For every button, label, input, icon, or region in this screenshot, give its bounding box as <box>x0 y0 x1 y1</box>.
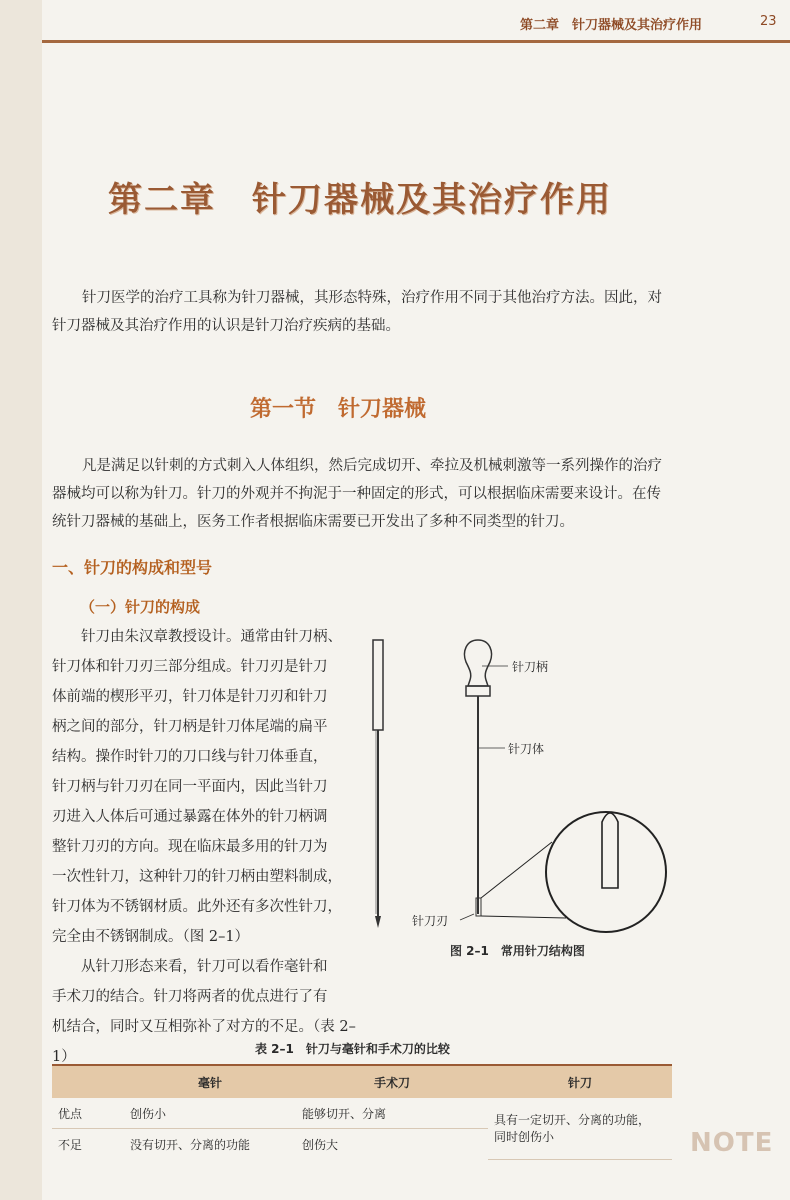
table-header-cell: 毫针 <box>124 1065 296 1098</box>
table-cell-needle-knife <box>488 1098 672 1159</box>
running-head: 第二章 针刀器械及其治疗作用 <box>520 18 703 33</box>
table-row-label: 不足 <box>58 1137 83 1152</box>
body-line: 柄之间的部分，针刀柄是针刀体尾端的扁平 <box>52 719 328 735</box>
body-line: 从针刀形态来看，针刀可以看作毫针和 <box>52 959 328 975</box>
table-header-row <box>52 1065 672 1098</box>
table-cell-line: 具有一定切开、分离的功能， <box>494 1113 651 1128</box>
section-title: 第一节 针刀器械 <box>250 397 427 422</box>
body-line: 刃进入人体后可通过暴露在体外的针刀柄调 <box>52 809 328 825</box>
left-margin-band <box>0 0 42 1200</box>
chapter-title: 第二章 针刀器械及其治疗作用 <box>108 180 612 220</box>
table-row-label: 优点 <box>52 1098 124 1129</box>
page-number: 23 <box>760 14 777 29</box>
body-line: 针刀柄与针刀刃在同一平面内，因此当针刀 <box>52 779 328 795</box>
section-paragraph: 凡是满足以针刺的方式刺入人体组织，然后完成切开、牵拉及机械刺激等一系列操作的治疗器械均可以称为针刀。针刀的外观并不拘泥于一种固定的形式，可以根据临床需要来设计。在传统针刀器械的基础上，医务工作者根据临床需要已开发出了多种不同类型的针刀。 <box>52 458 662 530</box>
body-line: 整针刀刃的方向。现在临床最多用的针刀为 <box>52 839 328 855</box>
body-line: 针刀由朱汉章教授设计。通常由针刀柄、 <box>52 629 342 645</box>
table-cell: 没有切开、分离的功能 <box>130 1137 251 1152</box>
table-cell-line: 同时创伤小 <box>494 1130 555 1145</box>
body-line: 一次性针刀，这种针刀的针刀柄由塑料制成， <box>52 869 342 885</box>
header-rule <box>42 40 790 43</box>
note-watermark: NOTE <box>690 1128 774 1158</box>
table-cell: 创伤小 <box>124 1098 296 1129</box>
label-handle: 针刀柄 <box>512 660 549 674</box>
body-line: 针刀体为不锈钢材质。此外还有多次性针刀， <box>52 899 342 915</box>
table-header-cell <box>52 1065 124 1098</box>
page-header <box>0 0 790 44</box>
table-row <box>52 1098 672 1129</box>
table-cell: 能够切开、分离 <box>296 1098 488 1129</box>
body-text <box>52 622 362 1072</box>
blade-magnifier <box>481 812 666 932</box>
body-line: 体前端的楔形平刃，针刀体是针刀刃和针刀 <box>52 689 328 705</box>
intro-paragraph: 针刀医学的治疗工具称为针刀器械，其形态特殊，治疗作用不同于其他治疗方法。因此，对针刀器械及其治疗作用的认识是针刀治疗疾病的基础。 <box>52 290 662 334</box>
heading-composition-and-model: 一、针刀的构成和型号 <box>52 558 213 577</box>
body-line: 机结合，同时又互相弥补了对方的不足。（表 2–1） <box>52 1019 356 1065</box>
table-title: 表 2–1 针刀与毫针和手术刀的比较 <box>255 1042 450 1056</box>
table-header-cell: 针刀 <box>488 1065 672 1098</box>
disposable-needle-knife-drawing <box>373 640 383 928</box>
table-cell: 创伤大 <box>302 1137 339 1152</box>
figure-needle-knife <box>370 636 670 958</box>
comparison-table <box>52 1064 672 1160</box>
body-line: 手术刀的结合。针刀将两者的优点进行了有 <box>52 989 328 1005</box>
label-blade: 针刀刃 <box>412 914 449 928</box>
body-line: 完全由不锈钢制成。（图 2–1） <box>52 929 250 945</box>
body-line: 针刀体和针刀刃三部分组成。针刀刃是针刀 <box>52 659 328 675</box>
handle-needle-knife-drawing <box>465 640 492 916</box>
table-header-cell: 手术刀 <box>296 1065 488 1098</box>
figure-caption: 图 2–1 常用针刀结构图 <box>450 944 585 958</box>
heading-composition: （一）针刀的构成 <box>80 598 201 616</box>
needle-knife-illustration <box>370 636 670 936</box>
label-body: 针刀体 <box>508 742 545 756</box>
body-line: 结构。操作时针刀的刀口线与针刀体垂直， <box>52 749 328 765</box>
